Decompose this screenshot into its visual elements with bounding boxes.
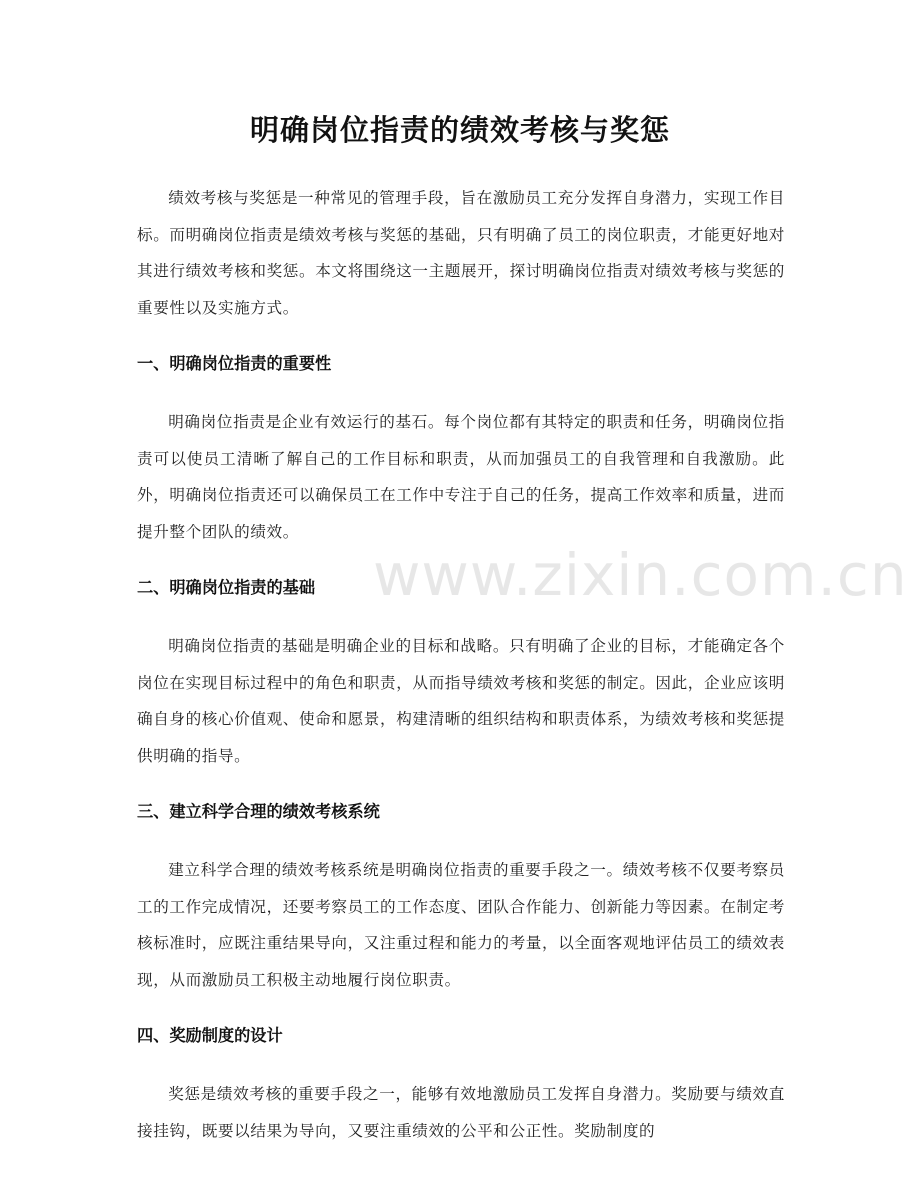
spacer <box>137 600 785 628</box>
section-paragraph-4: 奖惩是绩效考核的重要手段之一，能够有效地激励员工发挥自身潜力。奖励要与绩效直接挂钩，既要以结果为导向，又要注重绩效的公平和公正性。奖励制度的 <box>137 1085 785 1140</box>
section-paragraph-2: 明确岗位指责的基础是明确企业的目标和战略。只有明确了企业的目标，才能确定各个岗位在实现目标过程中的角色和职责，从而指导绩效考核和奖惩的制定。因此，企业应该明确自身的核心价值观、使命和愿景，构建清晰的组织结构和职责体系，为绩效考核和奖惩提供明确的指导。 <box>137 637 785 765</box>
spacer <box>137 376 785 404</box>
spacer <box>137 998 785 1024</box>
spacer <box>137 326 785 352</box>
spacer <box>137 1048 785 1076</box>
intro-paragraph: 绩效考核与奖惩是一种常见的管理手段，旨在激励员工充分发挥自身潜力，实现工作目标。而明确岗位指责是绩效考核与奖惩的基础，只有明确了员工的岗位职责，才能更好地对其进行绩效考核和奖惩。本文将围绕这一主题展开，探讨明确岗位指责对绩效考核与奖惩的重要性以及实施方式。 <box>137 189 785 317</box>
section-heading-1: 一、明确岗位指责的重要性 <box>137 354 332 373</box>
spacer <box>137 550 785 576</box>
section-heading-4: 四、奖励制度的设计 <box>137 1026 283 1045</box>
section-paragraph-3: 建立科学合理的绩效考核系统是明确岗位指责的重要手段之一。绩效考核不仅要考察员工的工作完成情况，还要考察员工的工作态度、团队合作能力、创新能力等因素。在制定考核标准时，应既注重结果导向，又注重过程和能力的考量，以全面客观地评估员工的绩效表现，从而激励员工积极主动地履行岗位职责。 <box>137 861 785 989</box>
document-body <box>137 180 785 1149</box>
spacer <box>137 774 785 800</box>
section-heading-3: 三、建立科学合理的绩效考核系统 <box>137 802 380 821</box>
section-paragraph-1: 明确岗位指责是企业有效运行的基石。每个岗位都有其特定的职责和任务，明确岗位指责可以使员工清晰了解自己的工作目标和职责，从而加强员工的自我管理和自我激励。此外，明确岗位指责还可以确保员工在工作中专注于自己的任务，提高工作效率和质量，进而提升整个团队的绩效。 <box>137 413 785 541</box>
spacer <box>137 824 785 852</box>
watermark-text: www.zixin.com.cn <box>373 541 908 609</box>
section-heading-2: 二、明确岗位指责的基础 <box>137 578 316 597</box>
document-title: 明确岗位指责的绩效考核与奖惩 <box>249 113 670 147</box>
